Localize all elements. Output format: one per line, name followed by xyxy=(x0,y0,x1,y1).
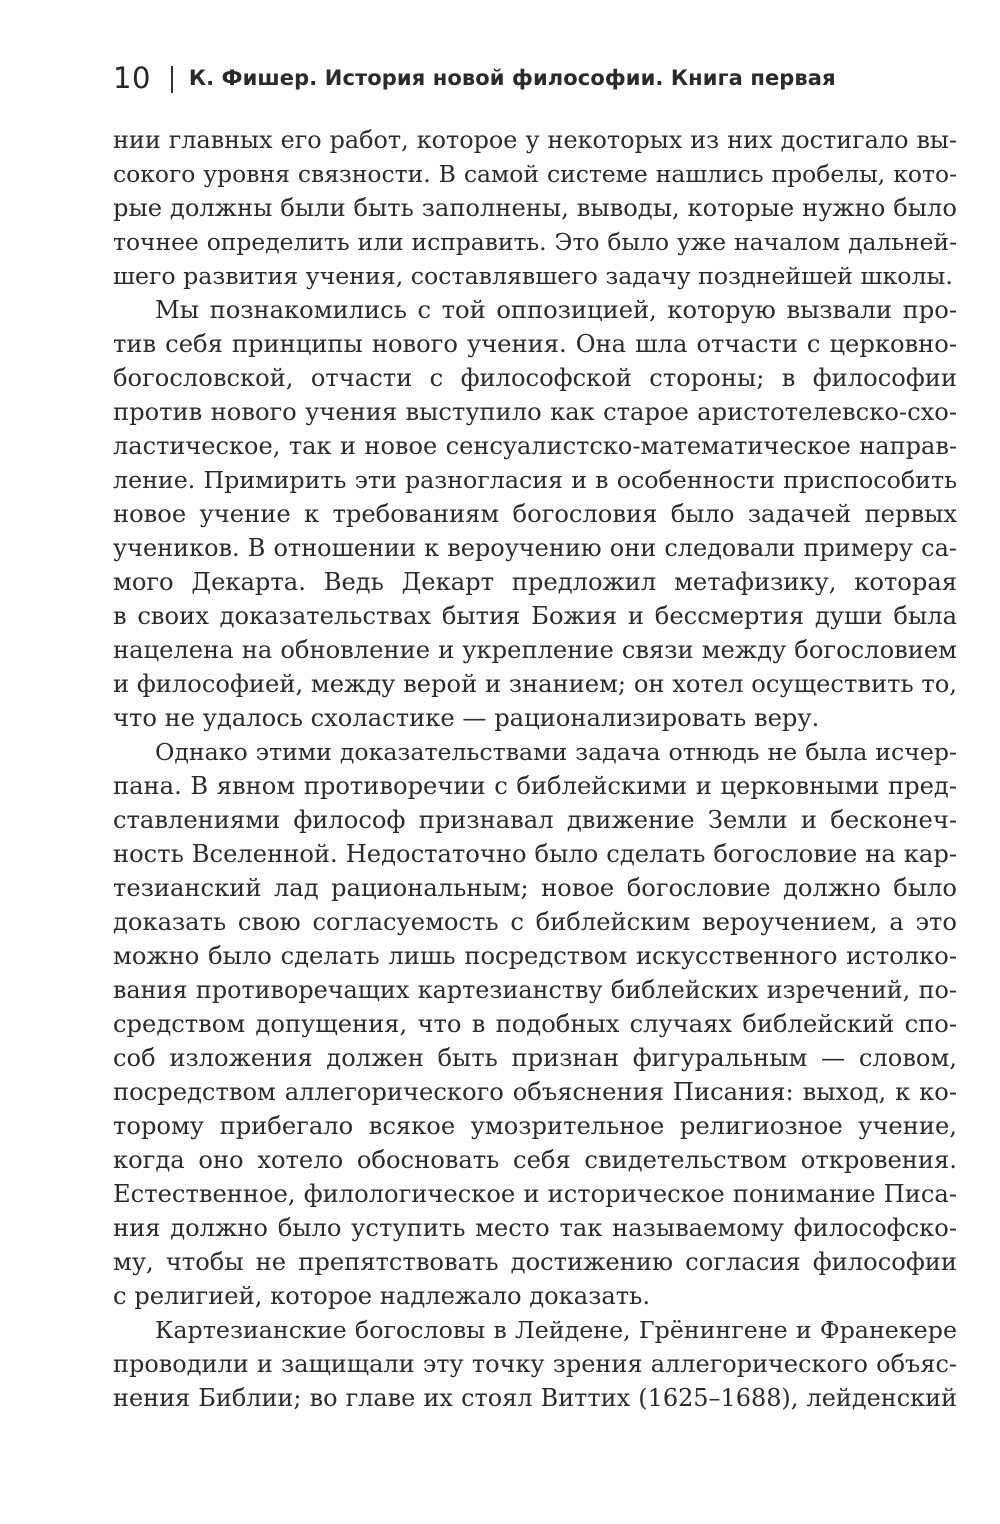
text-line: когда оно хотело обосновать себя свидетельством откровения. xyxy=(113,1146,957,1174)
text-line: тив себя принципы нового учения. Она шла отчасти с церковно- xyxy=(113,330,957,358)
text-line: ния должно было уступить место так называемому философско- xyxy=(113,1214,957,1242)
text-line: богословской, отчасти с философской стороны; в философии xyxy=(113,364,957,392)
text-line: учеников. В отношении к вероучению они следовали примеру са- xyxy=(113,534,957,562)
text-line: Естественное, филологическое и историческое понимание Писа- xyxy=(113,1180,957,1208)
text-line: доказать свою согласуемость с библейским вероучением, а это xyxy=(113,908,957,936)
text-line: новое учение к требованиям богословия было задачей первых xyxy=(113,500,957,528)
text-line: нии главных его работ, которое у некоторых из них достигало вы- xyxy=(113,126,957,154)
running-header xyxy=(113,58,836,98)
paragraph xyxy=(113,1313,957,1415)
text-line: Картезианские богословы в Лейдене, Грёнингене и Франекере xyxy=(155,1316,957,1344)
text-line: соб изложения должен быть признан фигуральным — словом, xyxy=(113,1044,957,1072)
text-line: можно было сделать лишь посредством искусственного истолко- xyxy=(113,942,957,970)
text-line: нения Библии; во главе их стоял Виттих (1625–1688), лейденский xyxy=(113,1384,957,1412)
header-separator xyxy=(171,66,173,93)
text-line: точнее определить или исправить. Это было уже началом дальней- xyxy=(113,228,957,256)
text-line: Мы познакомились с той оппозицией, которую вызвали про- xyxy=(155,296,957,324)
text-line: ность Вселенной. Недостаточно было сделать богословие на кар- xyxy=(113,840,957,868)
text-line: средством допущения, что в подобных случаях библейский спо- xyxy=(113,1010,957,1038)
running-title: К. Фишер. История новой философии. Книга первая xyxy=(188,66,836,90)
text-line: мого Декарта. Ведь Декарт предложил метафизику, которая xyxy=(113,568,957,596)
paragraph xyxy=(113,735,957,1313)
text-line: посредством аллегорического объяснения Писания: выход, к ко- xyxy=(113,1078,957,1106)
text-line: ставлениями философ признавал движение Земли и бесконеч- xyxy=(113,806,957,834)
text-line: рые должны были быть заполнены, выводы, которые нужно было xyxy=(113,194,957,222)
text-line: проводили и защищали эту точку зрения аллегорического объяс- xyxy=(113,1350,957,1378)
text-line: шего развития учения, составлявшего задачу позднейшей школы. xyxy=(113,262,953,290)
text-line: ление. Примирить эти разногласия и в особенности приспособить xyxy=(113,466,957,494)
text-line: против нового учения выступило как старое аристотелевско-схо- xyxy=(113,398,957,426)
text-line: пана. В явном противоречии с библейскими и церковными пред- xyxy=(113,772,957,800)
text-line: что не удалось схоластике — рационализировать веру. xyxy=(113,704,820,732)
text-line: тезианский лад рациональным; новое богословие должно было xyxy=(113,874,957,902)
paragraph xyxy=(113,293,957,735)
text-line: нацелена на обновление и укрепление связи между богословием xyxy=(113,636,957,664)
text-line: ластическое, так и новое сенсуалистско-математическое направ- xyxy=(113,432,957,460)
paragraph xyxy=(113,123,957,293)
text-line: Однако этими доказательствами задача отнюдь не была исчер- xyxy=(155,738,957,766)
text-line: вания противоречащих картезианству библейских изречений, по- xyxy=(113,976,957,1004)
text-line: му, чтобы не препятствовать достижению согласия философии xyxy=(113,1248,957,1276)
page-number: 10 xyxy=(113,61,151,95)
text-line: в своих доказательствах бытия Божия и бессмертия души была xyxy=(113,602,957,630)
text-line: сокого уровня связности. В самой системе нашлись пробелы, кото- xyxy=(113,160,957,188)
text-line: торому прибегало всякое умозрительное религиозное учение, xyxy=(113,1112,957,1140)
text-line: и философией, между верой и знанием; он хотел осуществить то, xyxy=(113,670,957,698)
text-line: с религией, которое надлежало доказать. xyxy=(113,1282,651,1310)
body-text xyxy=(113,123,957,1415)
